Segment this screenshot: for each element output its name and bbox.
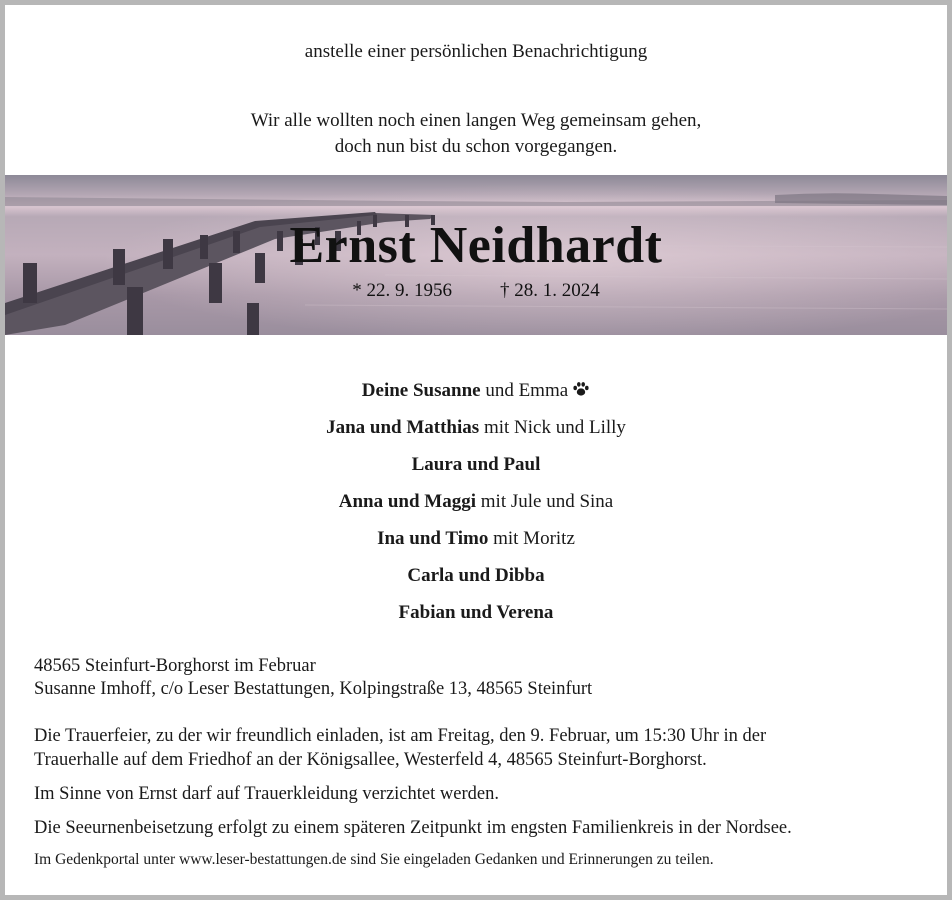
ceremony-line-1: Die Trauerfeier, zu der wir freundlich einladen, ist am Freitag, den 9. Februar, um 15:30 Uhr in der (34, 726, 767, 746)
ceremony-line-2: Trauerhalle auf dem Friedhof an der Königsallee, Westerfeld 4, 48565 Steinfurt-Borghorst. (34, 750, 707, 770)
burial-note: Die Seeurnenbeisetzung erfolgt zu einem späteren Zeitpunkt im engsten Familienkreis in der Nordsee. (34, 818, 792, 838)
quote-line-1: Wir alle wollten noch einen langen Weg gemeinsam gehen, (250, 110, 702, 131)
family-row (5, 487, 947, 524)
family-names-bold: Jana und Matthias (326, 417, 480, 438)
family-row (5, 376, 947, 413)
deceased-name: Ernst Neidhardt (289, 217, 663, 274)
address-line-2: Susanne Imhoff, c/o Leser Bestattungen, Kolpingstraße 13, 48565 Steinfurt (34, 679, 593, 699)
birth-date: * 22. 9. 1956 (352, 280, 452, 301)
sender-address (34, 655, 592, 701)
family-names-bold: Anna und Maggi (338, 491, 477, 512)
family-names-rest: mit Jule und Sina (476, 491, 614, 512)
quote (5, 108, 947, 160)
death-date: † 28. 1. 2024 (500, 280, 600, 301)
clothing-note: Im Sinne von Ernst darf auf Trauerkleidung verzichtet werden. (34, 784, 499, 804)
family-row (5, 561, 947, 598)
family-row (5, 524, 947, 561)
ceremony-paragraph (34, 724, 914, 772)
family-names-bold: Ina und Timo (377, 528, 489, 549)
family-names-bold: Laura und Paul (411, 454, 541, 475)
family-list (5, 376, 947, 635)
family-row (5, 450, 947, 487)
family-names-rest: und Emma (480, 380, 569, 401)
portal-note: Im Gedenkportal unter www.leser-bestattungen.de sind Sie eingeladen Gedanken und Erinnerungen zu teilen. (34, 851, 714, 868)
family-names-rest: mit Moritz (488, 528, 575, 549)
family-names-bold: Deine Susanne (361, 380, 481, 401)
ceremony-notes (34, 724, 914, 882)
life-dates (5, 280, 947, 302)
quote-line-2: doch nun bist du schon vorgegangen. (334, 136, 618, 157)
intro-line: anstelle einer persönlichen Benachrichtigung (304, 41, 648, 62)
family-names-bold: Carla und Dibba (407, 565, 545, 586)
paw-print-icon (572, 381, 590, 397)
family-names-bold: Fabian und Verena (398, 602, 554, 623)
family-row (5, 413, 947, 450)
family-names-rest: mit Nick und Lilly (479, 417, 626, 438)
family-row (5, 598, 947, 635)
address-line-1: 48565 Steinfurt-Borghorst im Februar (34, 656, 316, 676)
